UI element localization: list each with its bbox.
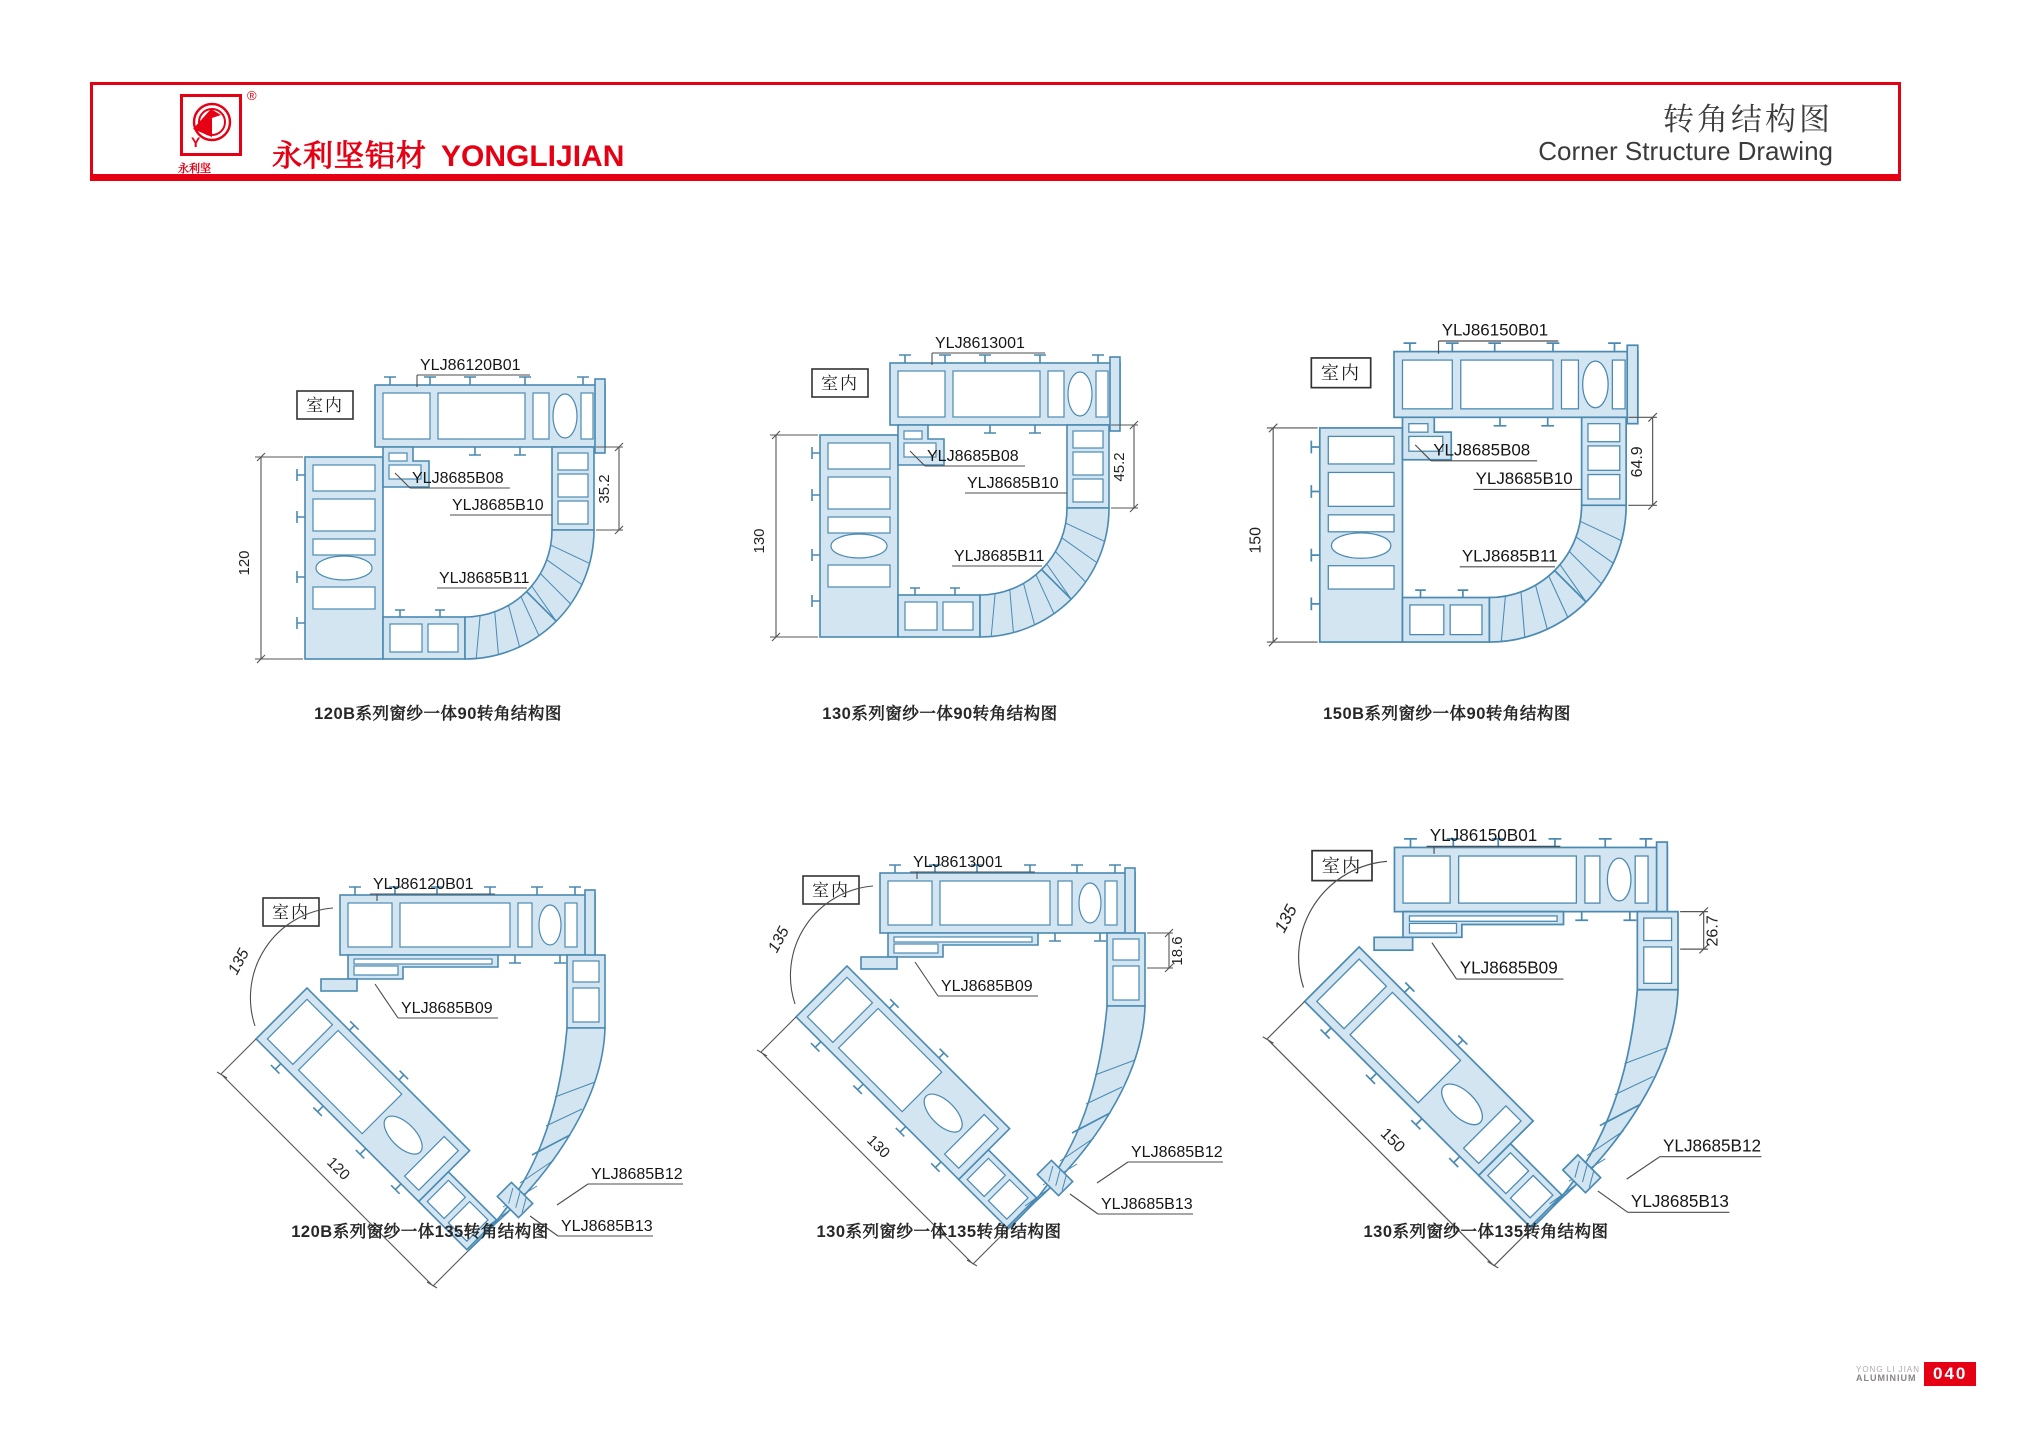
- leader-arc1: [557, 1184, 683, 1205]
- page-title-en: Corner Structure Drawing: [1538, 136, 1833, 166]
- dimension-side: 18.6: [1169, 936, 1186, 966]
- indoor-label: 室内: [812, 881, 850, 900]
- part-label-arc2: YLJ8685B13: [1630, 1191, 1729, 1211]
- dimension-width-lines: [1267, 424, 1318, 647]
- part-label-frame: YLJ86150B01: [1441, 320, 1549, 340]
- profile-drawing: [250, 887, 605, 1255]
- dimension-side: 26.7: [1703, 915, 1722, 947]
- angle-label: 135: [225, 946, 253, 978]
- diagram-130-135: [745, 838, 1245, 1278]
- profile-drawing: [790, 865, 1145, 1233]
- dimension-diagonal: 130: [863, 1131, 894, 1162]
- part-label-frame: YLJ8613001: [935, 335, 1025, 352]
- caption-130-135: 130系列窗纱一体135转角结构图: [816, 1223, 1062, 1241]
- brand-logo: [180, 94, 242, 156]
- part-label-frame: YLJ86120B01: [420, 357, 521, 374]
- part-label-arc: YLJ8685B11: [954, 548, 1045, 565]
- logo-letter: Y: [191, 134, 201, 150]
- part-label-arc1: YLJ8685B12: [1663, 1136, 1762, 1156]
- part-label-connector: YLJ8685B10: [452, 497, 544, 514]
- part-label-connector: YLJ8685B10: [967, 475, 1059, 492]
- profile-drawing: [1299, 839, 1678, 1233]
- part-label-corner: YLJ8685B08: [927, 448, 1019, 465]
- part-label-frame: YLJ86120B01: [373, 876, 474, 893]
- indoor-label: 室内: [272, 903, 310, 922]
- caption-130-90: 130系列窗纱一体90转角结构图: [822, 705, 1058, 723]
- dimension-diagonal: 150: [1376, 1124, 1409, 1157]
- dimension-width: 120: [236, 550, 253, 576]
- indoor-label: 室内: [821, 374, 859, 393]
- dimension-width-lines: [770, 431, 818, 641]
- dimension-width-lines: [255, 453, 303, 663]
- part-label-connector: YLJ8685B10: [1475, 469, 1573, 489]
- diagram-130-90: [740, 303, 1210, 693]
- part-label-arc1: YLJ8685B12: [1131, 1144, 1223, 1161]
- footer-brand-line1: YONG LI JIAN: [1856, 1365, 1921, 1374]
- part-label-arc: YLJ8685B11: [439, 570, 530, 587]
- caption-120b-90: 120B系列窗纱一体90转角结构图: [314, 705, 562, 723]
- footer-brand-line2: ALUMINIUM: [1856, 1373, 1917, 1383]
- dimension-side: 35.2: [596, 474, 613, 504]
- caption-150-135: 130系列窗纱一体135转角结构图: [1363, 1223, 1609, 1241]
- dimension-width: 130: [751, 528, 768, 554]
- part-label-frame: YLJ86150B01: [1429, 826, 1538, 846]
- logo-characters: 永利坚: [178, 163, 211, 175]
- footer-brand: [1856, 1365, 1920, 1383]
- brand-name-cn: 永利坚铝材: [272, 140, 427, 173]
- brand-name-en: YONGLIJIAN: [441, 140, 625, 173]
- dimension-diagonal: 120: [323, 1153, 354, 1184]
- registered-mark: ®: [247, 88, 257, 103]
- leader-arc1: [1097, 1162, 1223, 1183]
- logo-swirl-icon: [183, 97, 239, 153]
- page-footer: [1856, 1362, 1976, 1386]
- page-title-cn: 转角结构图: [1663, 102, 1833, 137]
- part-label-adapter: YLJ8685B09: [401, 1000, 493, 1017]
- part-label-corner: YLJ8685B08: [1433, 440, 1531, 460]
- dimension-side: 45.2: [1111, 452, 1128, 482]
- part-label-arc2: YLJ8685B13: [1101, 1196, 1193, 1213]
- indoor-label: 室内: [1320, 363, 1362, 384]
- page-number-badge: 040: [1924, 1362, 1976, 1386]
- caption-150b-90: 150B系列窗纱一体90转角结构图: [1323, 705, 1571, 723]
- leader-arc1: [1627, 1157, 1762, 1179]
- brand-name: [272, 131, 624, 175]
- part-label-arc2: YLJ8685B13: [561, 1218, 653, 1235]
- indoor-label: 室内: [306, 396, 344, 415]
- part-label-frame: YLJ8613001: [913, 854, 1003, 871]
- dimension-side: 64.9: [1629, 446, 1647, 478]
- part-label-adapter: YLJ8685B09: [941, 978, 1033, 995]
- caption-120b-135: 120B系列窗纱一体135转角结构图: [291, 1223, 549, 1241]
- part-label-arc: YLJ8685B11: [1461, 546, 1558, 566]
- part-label-corner: YLJ8685B08: [412, 470, 504, 487]
- diagram-150-135: [1250, 810, 1785, 1285]
- part-label-adapter: YLJ8685B09: [1459, 958, 1558, 978]
- angle-label: 135: [1270, 901, 1301, 936]
- indoor-label: 室内: [1321, 856, 1363, 877]
- diagram-120b-90: [225, 325, 695, 715]
- part-label-arc1: YLJ8685B12: [591, 1166, 683, 1183]
- diagram-150b-90: [1235, 288, 1735, 703]
- angle-label: 135: [765, 924, 793, 956]
- dimension-width: 150: [1247, 527, 1265, 554]
